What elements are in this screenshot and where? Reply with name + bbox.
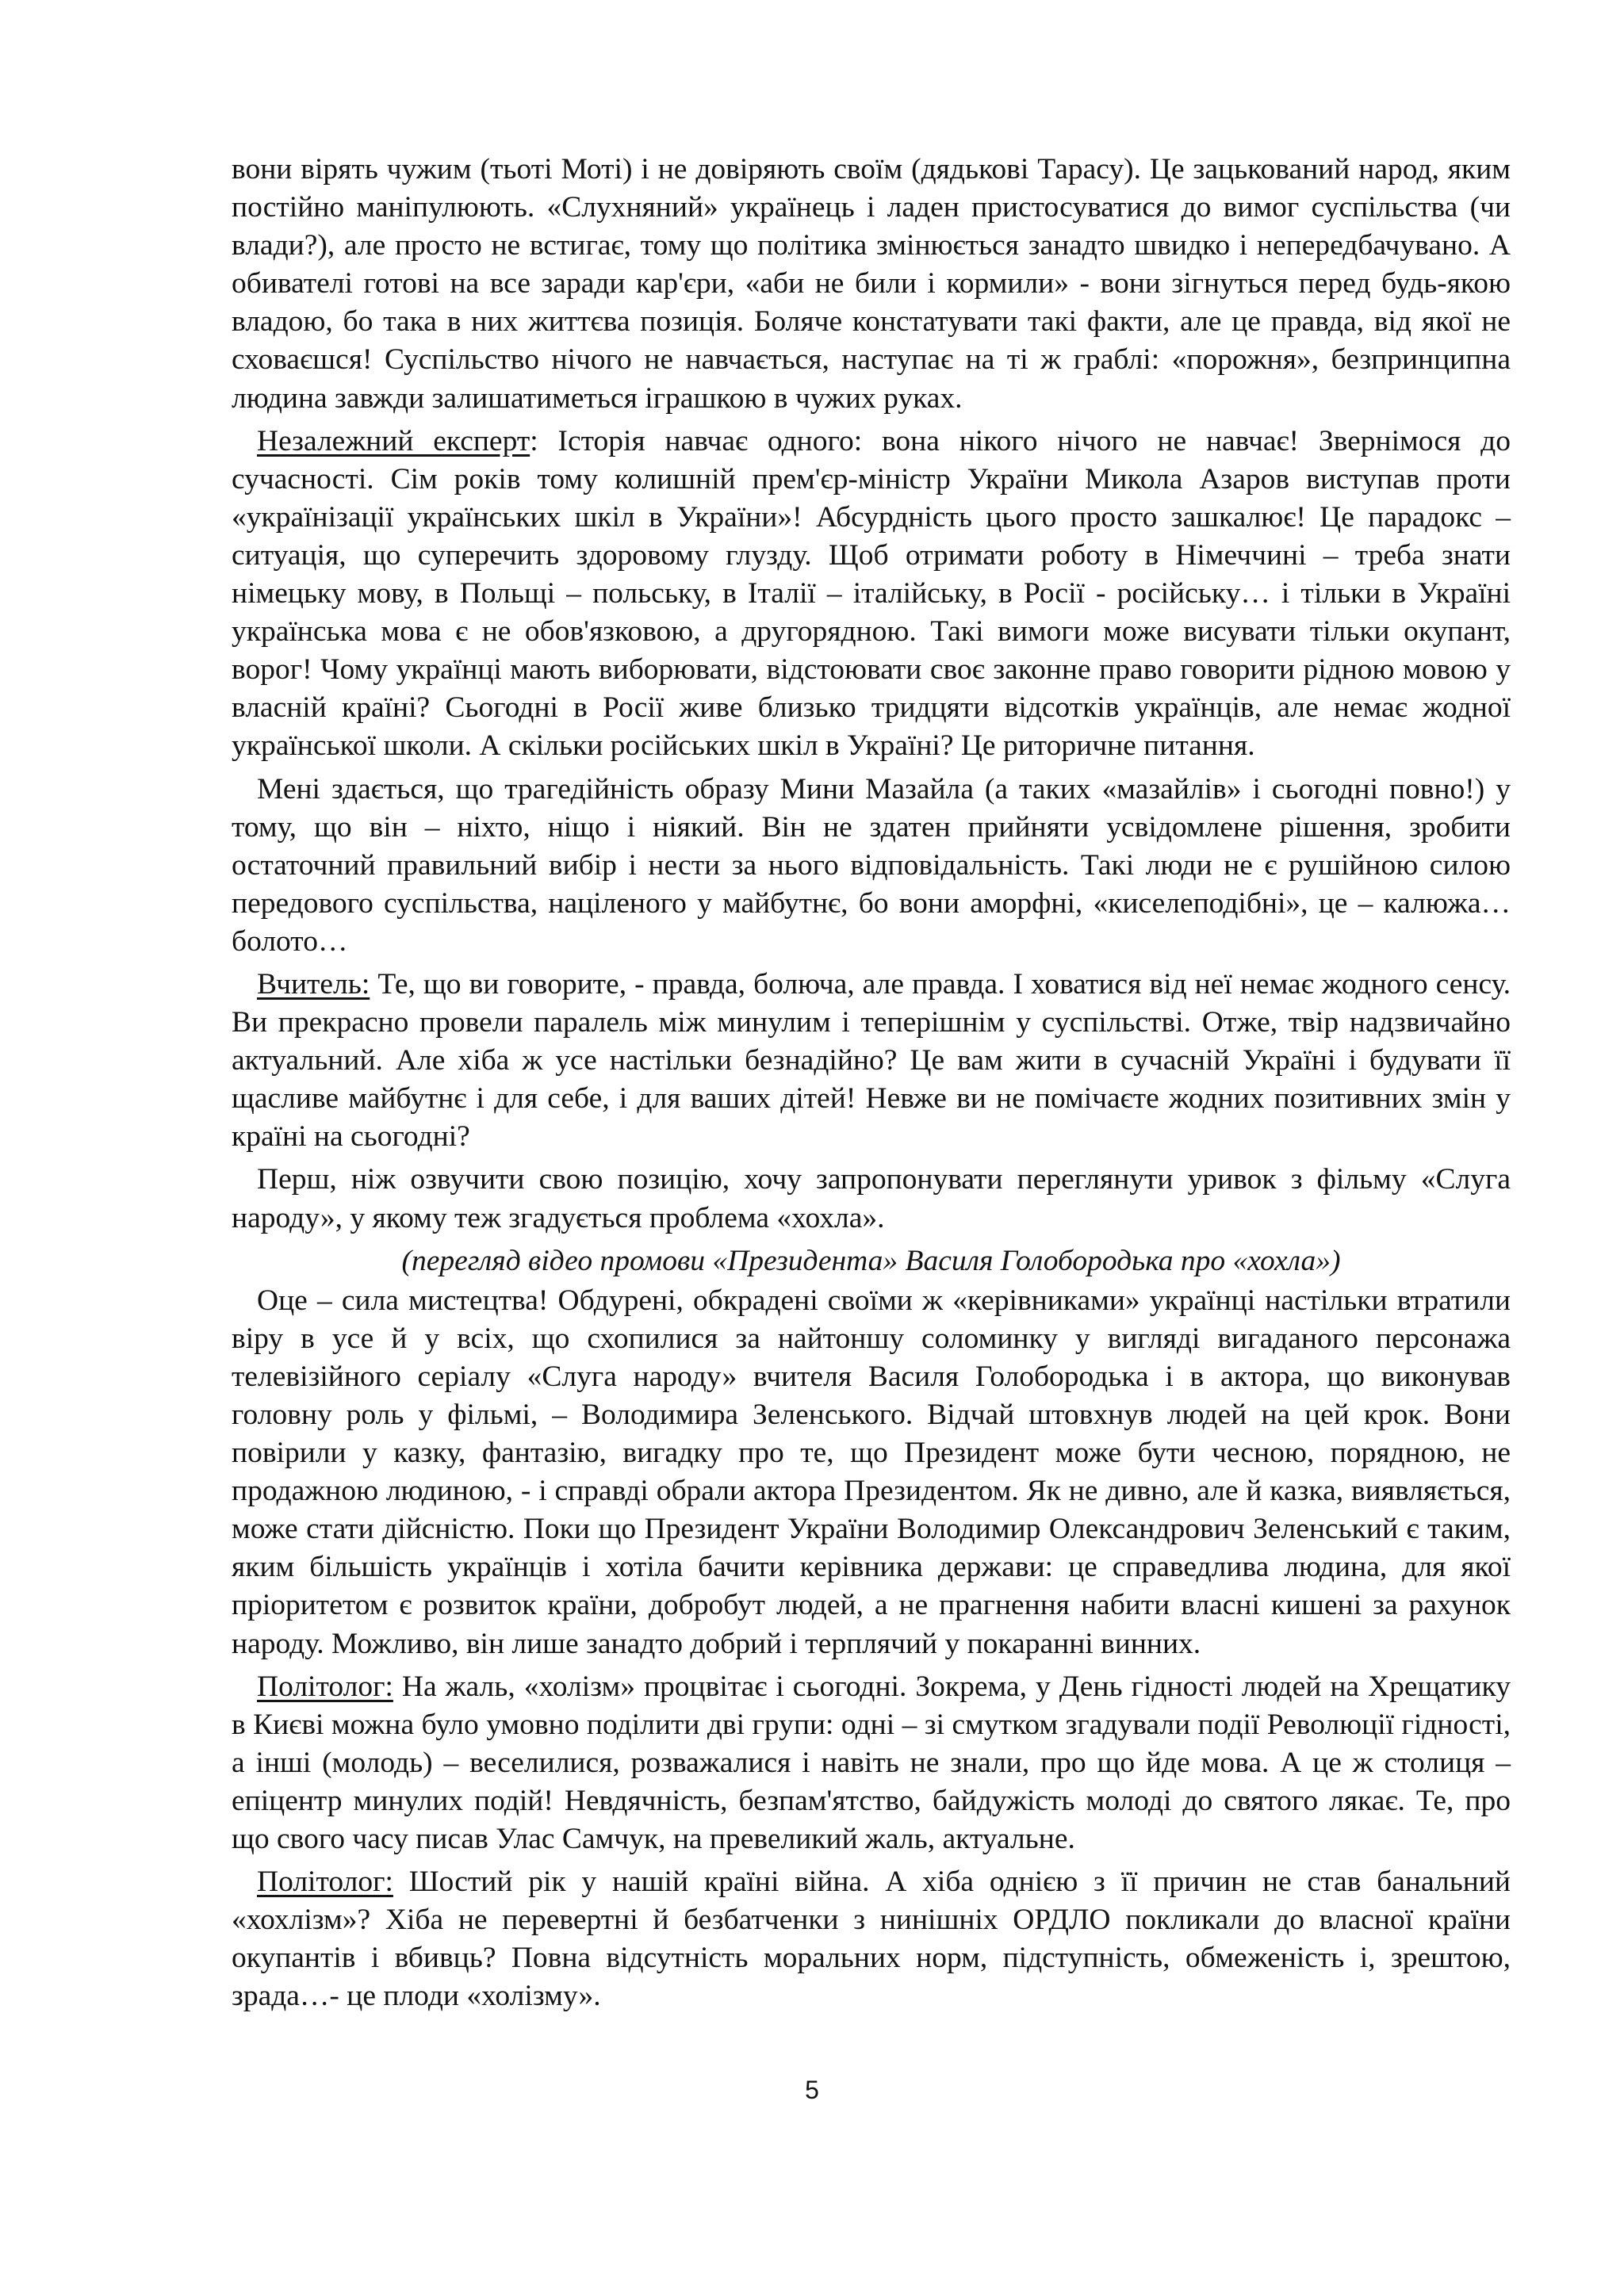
stage-direction: (перегляд відео промови «Президента» Василя Голобородька про «хохла») <box>401 1244 1341 1277</box>
paragraph-2 <box>232 423 1511 766</box>
paragraph-3 <box>232 771 1511 961</box>
paragraph-4-text: Те, що ви говорите, - правда, болюча, але правда. І ховатися від неї немає жодного сенсу. Ви прекрасно провели паралель між минулим і теперішнім у суспільстві. Отже, твір надзвичайно актуальний. Але хіба ж усе настільки безнадійно? Це вам жити в сучасній Україні і будувати її щасливе майбутнє і для себе, і для ваших дітей! Невже ви не помічаєте жодних позитивних змін у країні на сьогодні? <box>232 967 1511 1154</box>
paragraph-6-text: Оце – сила мистецтва! Обдурені, обкрадені своїми ж «керівниками» українці настільки втратили віру в усе й у всіх, що схопилися за найтоншу соломинку у вигляді вигаданого персонажа телевізійного серіалу «Слуга народу» вчителя Василя Голобородька і в актора, що виконував головну роль у фільмі, – Володимира Зеленського. Відчай штовхнув людей на цей крок. Вони повірили у казку, фантазію, вигадку про те, що Президент може бути чесною, порядною, не продажною людиною, - і справді обрали актора Президентом. Як не дивно, але й казка, виявляється, може стати дійсністю. Поки що Президент України Володимир Олександрович Зеленський є таким, яким більшість українців і хотіла бачити керівника держави: це справедлива людина, для якої пріоритетом є розвиток країни, добробут людей, а не прагнення набити власні кишені за рахунок народу. Можливо, він лише занадто добрий і терплячий у покаранні винних. <box>232 1284 1511 1660</box>
speaker-teacher: Вчитель: <box>257 967 370 1001</box>
paragraph-8-text: Шостий рік у нашій країні війна. А хіба однією з її причин не став банальний «хохлізм»? Хіба не перевертні й безбатченки з нинішніх ОРДЛО покликали до власної країни окупантів і вбивць? Повна відсутність моральних норм, підступність, обмеженість і, зрештою, зрада…- це плоди «холізму». <box>232 1866 1511 2013</box>
paragraph-4 <box>232 966 1511 1156</box>
paragraph-1-text: вони вірять чужим (тьоті Моті) і не довіряють своїм (дядькові Тарасу). Це зацькований народ, яким постійно маніпулюють. «Слухняний» українець і ладен пристосуватися до вимог суспільства (чи влади?), але просто не встигає, тому що політика змінюється занадто швидко і непередбачувано. А обивателі готові на все заради кар'єри, «аби не били і кормили» - вони зігнуться перед будь-якою владою, бо така в них життєва позиція. Боляче констатувати такі факти, але це правда, від якої не сховаєшся! Суспільство нічого не навчається, наступає на ті ж граблі: «порожня», безпринципна людина завжди залишатиметься іграшкою в чужих руках. <box>232 153 1511 415</box>
speaker-political-scientist: Політолог: <box>257 1670 393 1703</box>
paragraph-8 <box>232 1863 1511 2015</box>
paragraph-2-text: : Історія навчає одного: вона нікого нічого не навчає! Звернімося до сучасності. Сім років тому колишній прем'єр-міністр України Микола Азаров виступав проти «українізації українських шкіл в України»! Абсурдність цього просто зашкалює! Це парадокс – ситуація, що суперечить здоровому глузду. Щоб отримати роботу в Німеччині – треба знати німецьку мову, в Польщі – польську, в Італії – італійську, в Росії - російську… і тільки в Україні українська мова є не обов'язковою, а другорядною. Такі вимоги може висувати тільки окупант, ворог! Чому українці мають виборювати, відстоювати своє законне право говорити рідною мовою у власній країні? Сьогодні в Росії живе близько тридцяти відсотків українців, але немає жодної української школи. А скільки російських шкіл в Україні? Це риторичне питання. <box>232 424 1511 763</box>
speaker-independent-expert: Незалежний експерт <box>257 424 530 457</box>
paragraph-7-text: На жаль, «холізм» процвітає і сьогодні. Зокрема, у День гідності людей на Хрещатику в Києві можна було умовно поділити дві групи: одні – зі смутком згадували події Революції гідності, а інші (молодь) – веселилися, розважалися і навіть не знали, про що йде мова. А це ж столиця – епіцентр минулих подій! Невдячність, безпам'ятство, байдужість молоді до святого лякає. Те, про що свого часу писав Улас Самчук, на превеликий жаль, актуальне. <box>232 1670 1511 1856</box>
paragraph-3-text: Мені здається, що трагедійність образу Мини Мазайла (а таких «мазайлів» і сьогодні повно!) у тому, що він – ніхто, ніщо і ніякий. Він не здатен прийняти усвідомлене рішення, зробити остаточний правильний вибір і нести за нього відповідальність. Такі люди не є рушійною силою передового суспільства, націленого у майбутнє, бо вони аморфні, «киселеподібні», це – калюжа…болото… <box>232 772 1511 958</box>
page-number: 5 <box>805 2076 819 2104</box>
document-page <box>232 151 1511 2021</box>
speaker-political-scientist-2: Політолог: <box>257 1866 393 1899</box>
paragraph-7 <box>232 1668 1511 1858</box>
paragraph-6 <box>232 1282 1511 1663</box>
paragraph-5-text: Перш, ніж озвучити свою позицію, хочу запропонувати переглянути уривок з фільму «Слуга народу», у якому теж згадується проблема «хохла». <box>232 1163 1511 1234</box>
paragraph-1 <box>232 151 1511 418</box>
paragraph-5 <box>232 1161 1511 1237</box>
